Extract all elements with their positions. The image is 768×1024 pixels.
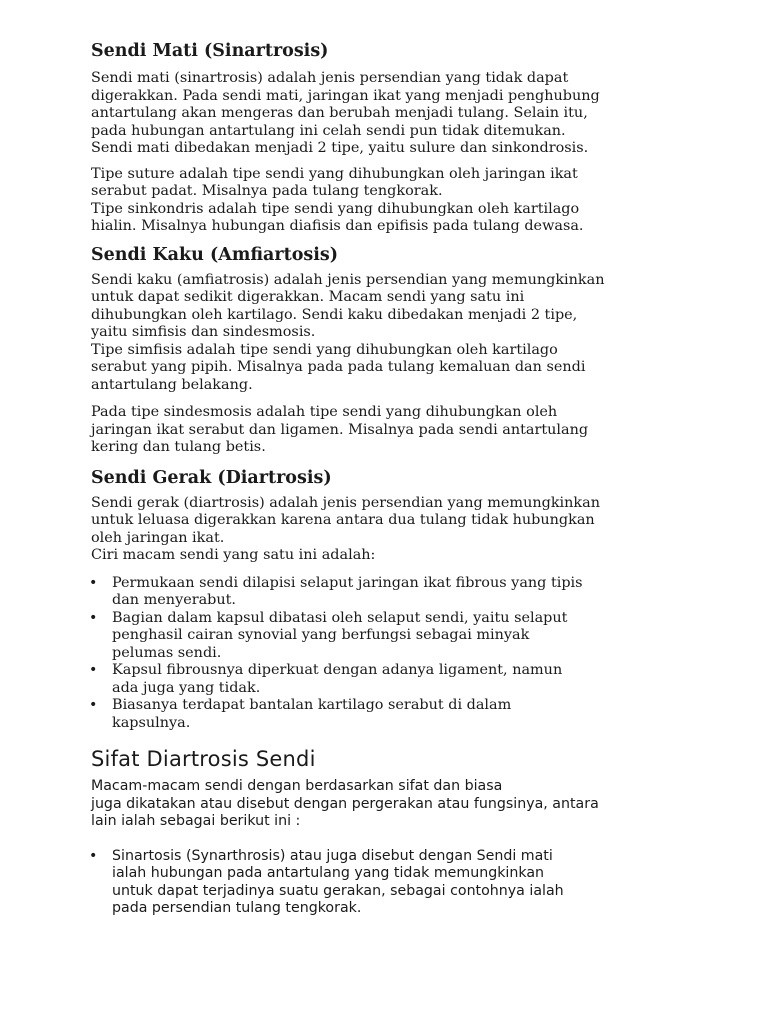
list-item: [68, 610, 691, 663]
text-line: Tipe suture adalah tipe sendi yang dihubungkan oleh jaringan ikat: [91, 165, 578, 182]
text-line: Permukaan sendi dilapisi selaput jaringan ikat fibrous yang tipis: [112, 574, 583, 591]
text-line: Sendi kaku (amfiatrosis) adalah jenis persendian yang memungkinkan: [91, 271, 605, 288]
paragraph-sifat-intro: [91, 778, 691, 831]
heading-sendi-kaku: Sendi Kaku (Amfiartosis): [91, 244, 339, 265]
text-line: pada persendian tulang tengkorak.: [112, 900, 362, 916]
text-line: hialin. Misalnya hubungan diafisis dan epifisis pada tulang dewasa.: [91, 218, 584, 234]
text-line: Sendi mati dibedakan menjadi 2 tipe, yaitu sulure dan sinkondrosis.: [91, 140, 589, 156]
text-line: untuk dapat sedikit digerakkan. Macam sendi yang satu ini: [91, 289, 525, 305]
text-line: ialah hubungan pada antartulang yang tidak memungkinkan: [112, 865, 545, 881]
text-line: pelumas sendi.: [112, 644, 222, 661]
text-line: jaringan ikat serabut dan ligamen. Misalnya pada sendi antartulang: [91, 421, 589, 438]
paragraph-sendi-mati-intro: [91, 70, 691, 158]
paragraph-sendi-gerak-intro: [91, 495, 691, 565]
bullet-icon: •: [89, 574, 98, 591]
text-line: Sendi gerak (diartrosis) adalah jenis persendian yang memungkinkan: [91, 494, 600, 511]
text-line: kering dan tulang betis.: [91, 439, 266, 455]
list-sifat: [68, 848, 691, 918]
list-item: [68, 662, 691, 697]
bullet-icon: •: [89, 609, 98, 626]
text-line: antartulang belakang.: [91, 376, 253, 393]
heading-sendi-gerak: Sendi Gerak (Diartrosis): [91, 467, 332, 488]
paragraph-sindesmosis: [91, 404, 691, 457]
text-line: kapsulnya.: [112, 714, 191, 731]
text-line: antartulang akan mengeras dan berubah menjadi tulang. Selain itu,: [91, 105, 588, 121]
text-line: Biasanya terdapat bantalan kartilago serabut di dalam: [112, 697, 512, 713]
text-line: dan menyerabut.: [112, 592, 237, 608]
text-line: Macam-macam sendi dengan berdasarkan sifat dan biasa: [91, 778, 503, 794]
bullet-icon: •: [89, 697, 98, 713]
text-line: Tipe sinkondris adalah tipe sendi yang dihubungkan oleh kartilago: [91, 200, 580, 217]
text-line: yaitu simfisis dan sindesmosis.: [91, 324, 316, 340]
heading-sendi-mati: Sendi Mati (Sinartrosis): [91, 41, 329, 61]
text-line: oleh jaringan ikat.: [91, 529, 225, 546]
text-line: lain ialah sebagai berikut ini :: [91, 813, 301, 829]
list-ciri-sendi-gerak: [68, 575, 691, 733]
text-line: Tipe simfisis adalah tipe sendi yang dihubungkan oleh kartilago: [91, 341, 558, 358]
text-line: penghasil cairan synovial yang berfungsi sebagai minyak: [112, 627, 530, 643]
text-line: ada juga yang tidak.: [112, 679, 261, 696]
text-line: digerakkan. Pada sendi mati, jaringan ikat yang menjadi penghubung: [91, 87, 600, 104]
heading-sifat-diartrosis: Sifat Diartrosis Sendi: [91, 747, 316, 771]
text-line: juga dikatakan atau disebut dengan pergerakan atau fungsinya, antara: [91, 795, 599, 812]
text-line: pada hubungan antartulang ini celah sendi pun tidak ditemukan.: [91, 122, 566, 139]
list-item: [68, 575, 691, 610]
text-line: Sendi mati (sinartrosis) adalah jenis persendian yang tidak dapat: [91, 70, 569, 86]
text-line: Sinartosis (Synarthrosis) atau juga disebut dengan Sendi mati: [112, 847, 553, 864]
list-item: [68, 848, 691, 918]
text-line: serabut padat. Misalnya pada tulang tengkorak.: [91, 183, 443, 199]
text-line: dihubungkan oleh kartilago. Sendi kaku dibedakan menjadi 2 tipe,: [91, 306, 578, 323]
document-page: [91, 38, 691, 918]
bullet-icon: •: [89, 662, 98, 678]
text-line: Bagian dalam kapsul dibatasi oleh selaput sendi, yaitu selaput: [112, 609, 568, 626]
list-item: [68, 697, 691, 732]
text-line: Pada tipe sindesmosis adalah tipe sendi yang dihubungkan oleh: [91, 404, 558, 420]
text-line: untuk dapat terjadinya suatu gerakan, sebagai contohnya ialah: [112, 882, 564, 899]
text-line: Kapsul fibrousnya diperkuat dengan adanya ligament, namun: [112, 662, 563, 678]
paragraph-sendi-mati-types: [91, 166, 691, 236]
bullet-icon: •: [89, 847, 98, 864]
text-line: Ciri macam sendi yang satu ini adalah:: [91, 547, 376, 563]
text-line: untuk leluasa digerakkan karena antara dua tulang tidak hubungkan: [91, 512, 595, 528]
text-line: serabut yang pipih. Misalnya pada pada tulang kemaluan dan sendi: [91, 359, 586, 375]
paragraph-sendi-kaku-intro: [91, 272, 691, 395]
